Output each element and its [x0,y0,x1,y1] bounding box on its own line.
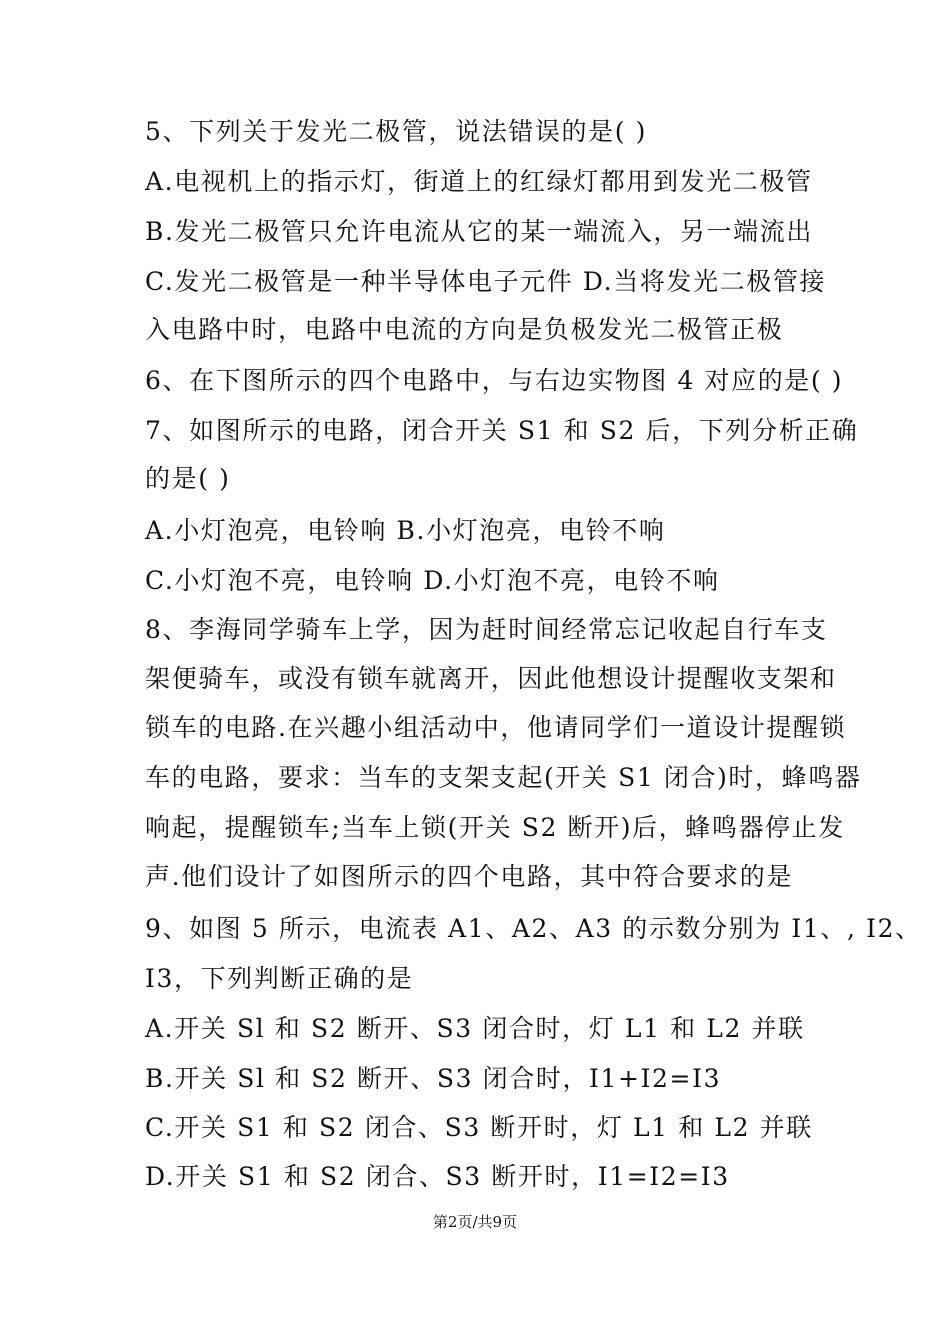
page-number-footer: 第2页/共9页 [432,1213,518,1231]
question-8-stem-line-4: 车的电路，要求：当车的支架支起(开关 S1 闭合)时，蜂鸣器 [145,763,862,792]
question-5-option-c-d: C.发光二极管是一种半导体电子元件 D.当将发光二极管接 [145,267,827,296]
question-5-stem: 5、下列关于发光二极管，说法错误的是( ) [145,117,647,146]
question-8-stem-line-2: 架便骑车，或没有锁车就离开，因此他想设计提醒收支架和 [145,664,837,693]
question-7-options-a-b: A.小灯泡亮，电铃响 B.小灯泡亮，电铃不响 [145,516,666,545]
question-9-stem: 9、如图 5 所示，电流表 A1、A2、A3 的示数分别为 I1、, I2、 [145,914,922,943]
question-9-option-d: D.开关 S1 和 S2 闭合、S3 断开时，I1=I2=I3 [145,1162,730,1191]
question-9-option-c: C.开关 S1 和 S2 闭合、S3 断开时，灯 L1 和 L2 并联 [145,1113,813,1142]
question-8-stem-line-5: 响起，提醒锁车;当车上锁(开关 S2 断开)后，蜂鸣器停止发 [145,813,845,842]
question-6-stem: 6、在下图所示的四个电路中，与右边实物图 4 对应的是( ) [145,366,844,395]
question-9-option-a: A.开关 Sl 和 S2 断开、S3 闭合时，灯 L1 和 L2 并联 [145,1014,805,1043]
question-5-option-b: B.发光二极管只允许电流从它的某一端流入，另一端流出 [145,217,813,246]
question-5-option-d-continued: 入电路中时，电路中电流的方向是负极发光二极管正极 [145,315,784,344]
question-7-stem-continued: 的是( ) [145,464,231,493]
question-7-stem: 7、如图所示的电路，闭合开关 S1 和 S2 后，下列分析正确 [145,416,859,445]
question-8-stem-line-6: 声.他们设计了如图所示的四个电路，其中符合要求的是 [145,862,793,891]
question-8-stem-line-3: 锁车的电路.在兴趣小组活动中，他请同学们一道设计提醒锁 [145,713,847,742]
question-8-stem-line-1: 8、李海同学骑车上学，因为赶时间经常忘记收起自行车支 [145,615,828,644]
question-9-option-b: B.开关 Sl 和 S2 断开、S3 闭合时，I1+I2=I3 [145,1064,722,1093]
question-7-options-c-d: C.小灯泡不亮，电铃响 D.小灯泡不亮，电铃不响 [145,566,720,595]
question-5-option-a: A.电视机上的指示灯，街道上的红绿灯都用到发光二极管 [145,167,813,196]
question-9-stem-continued: I3，下列判断正确的是 [145,964,414,993]
